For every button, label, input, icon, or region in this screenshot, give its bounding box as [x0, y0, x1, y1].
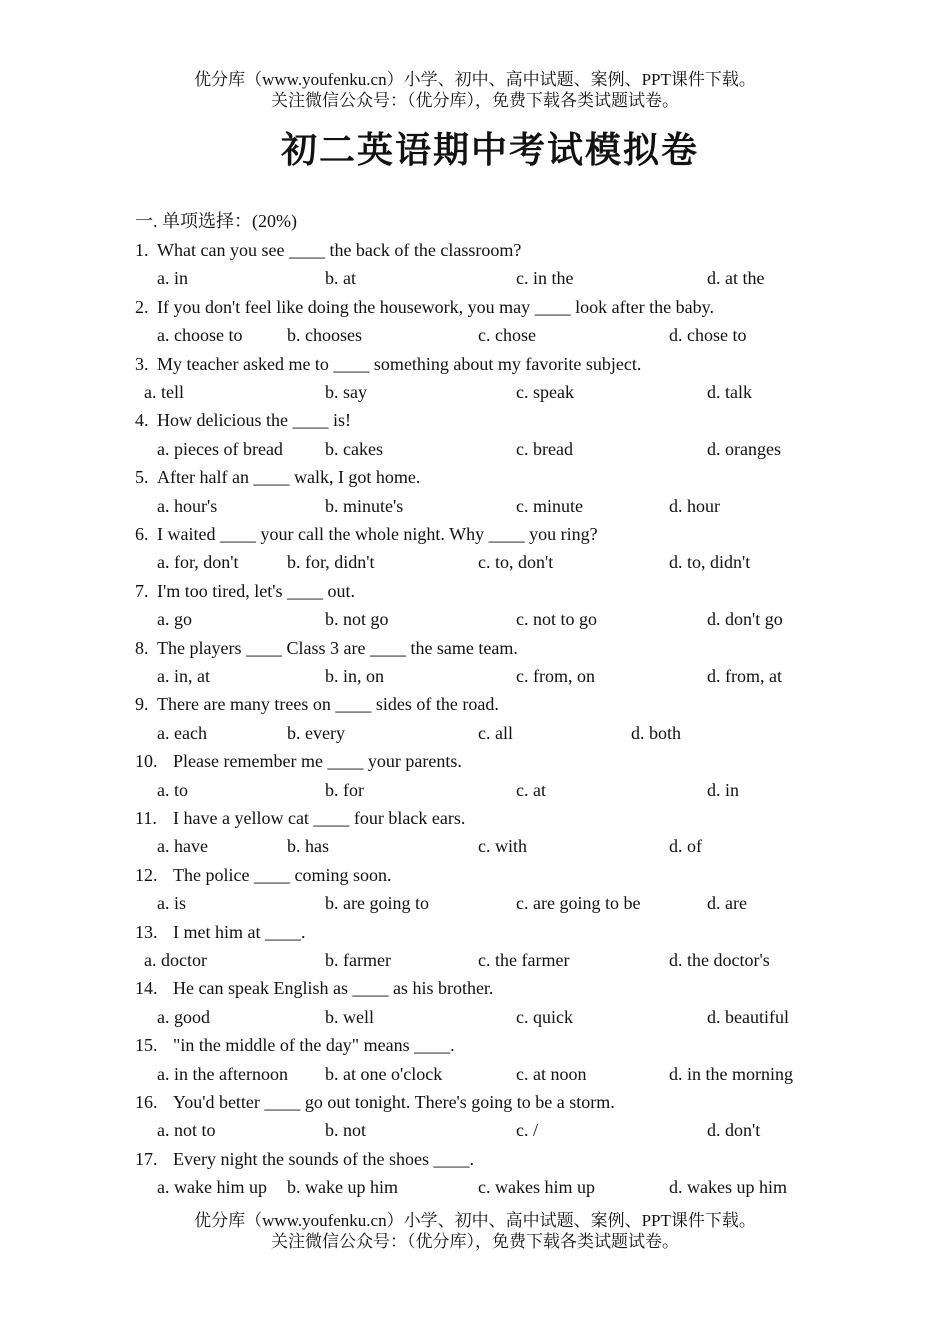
question-number: 12. [135, 864, 158, 885]
option-d: d. don't [707, 1120, 761, 1141]
option-d: d. of [669, 836, 702, 857]
option-b: b. for, didn't [287, 552, 375, 573]
question-9 [0, 690, 950, 747]
question-stem [135, 406, 351, 434]
page-title: 初二英语期中考试模拟卷 [280, 129, 699, 171]
question-stem [135, 463, 420, 491]
question-text: I have a yellow cat ____ four black ears. [173, 807, 466, 828]
option-a: a. choose to [157, 325, 243, 346]
option-c: c. wakes him up [478, 1177, 595, 1198]
question-number: 16. [135, 1091, 158, 1112]
option-d: d. don't go [707, 609, 783, 630]
question-text: I met him at ____. [173, 921, 306, 942]
question-text: I waited ____ your call the whole night. Why ____ you ring? [157, 523, 598, 544]
question-number: 2. [135, 296, 149, 317]
question-number: 7. [135, 580, 149, 601]
option-c: c. in the [516, 268, 574, 289]
option-c: c. minute [516, 495, 583, 516]
option-d: d. talk [707, 381, 752, 402]
option-b: b. are going to [325, 893, 429, 914]
option-d: d. to, didn't [669, 552, 751, 573]
option-b: b. minute's [325, 495, 404, 516]
option-a: a. not to [157, 1120, 216, 1141]
question-stem [135, 1031, 455, 1059]
question-text: "in the middle of the day" means ____. [173, 1035, 455, 1056]
option-b: b. at [325, 268, 356, 289]
question-text: You'd better ____ go out tonight. There's going to be a storm. [173, 1091, 615, 1112]
question-text: He can speak English as ____ as his brother. [173, 978, 494, 999]
question-stem [135, 918, 305, 946]
question-stem [135, 236, 521, 264]
option-a: a. each [157, 722, 207, 743]
question-1 [0, 236, 950, 293]
question-number: 4. [135, 410, 149, 431]
question-13 [0, 918, 950, 975]
question-text: How delicious the ____ is! [157, 410, 351, 431]
question-number: 14. [135, 978, 158, 999]
option-a: a. to [157, 779, 188, 800]
option-b: b. chooses [287, 325, 362, 346]
option-b: b. in, on [325, 665, 385, 686]
header-line-1: 优分库（www.youfenku.cn）小学、初中、高中试题、案例、PPT课件下载。 [194, 70, 756, 89]
question-text: Please remember me ____ your parents. [173, 751, 462, 772]
question-17 [0, 1145, 950, 1202]
option-c: c. / [516, 1120, 538, 1141]
question-text: Every night the sounds of the shoes ____. [173, 1148, 474, 1169]
option-b: b. not go [325, 609, 389, 630]
option-d: d. at the [707, 268, 765, 289]
question-stem [135, 690, 499, 718]
question-number: 5. [135, 467, 149, 488]
option-b: b. well [325, 1006, 374, 1027]
option-d: d. oranges [707, 438, 781, 459]
question-stem [135, 1088, 615, 1116]
question-8 [0, 634, 950, 691]
option-a: a. pieces of bread [157, 438, 283, 459]
option-d: d. in the morning [669, 1063, 793, 1084]
question-number: 17. [135, 1148, 158, 1169]
option-a: a. have [157, 836, 208, 857]
option-d: d. both [631, 722, 682, 743]
option-c: c. all [478, 722, 513, 743]
option-a: a. in, at [157, 665, 210, 686]
question-number: 11. [135, 807, 157, 828]
option-a: a. in [157, 268, 188, 289]
question-stem [135, 747, 462, 775]
option-b: b. has [287, 836, 329, 857]
option-c: c. chose [478, 325, 536, 346]
option-d: d. in [707, 779, 740, 800]
option-a: a. tell [144, 381, 184, 402]
question-stem [135, 520, 598, 548]
option-a: a. good [157, 1006, 210, 1027]
question-6 [0, 520, 950, 577]
option-c: c. not to go [516, 609, 597, 630]
option-c: c. the farmer [478, 949, 570, 970]
question-text: If you don't feel like doing the housework, you may ____ look after the baby. [157, 296, 714, 317]
option-d: d. chose to [669, 325, 747, 346]
option-b: b. every [287, 722, 345, 743]
header-line-2: 关注微信公众号：（优分库），免费下载各类试题试卷。 [271, 91, 679, 110]
question-10 [0, 747, 950, 804]
option-d: d. the doctor's [669, 949, 770, 970]
option-c: c. from, on [516, 665, 595, 686]
question-text: I'm too tired, let's ____ out. [157, 580, 355, 601]
option-b: b. farmer [325, 949, 391, 970]
question-number: 6. [135, 523, 149, 544]
option-d: d. from, at [707, 665, 782, 686]
option-d: d. hour [669, 495, 720, 516]
question-number: 10. [135, 751, 158, 772]
question-number: 3. [135, 353, 149, 374]
question-stem [135, 293, 714, 321]
option-a: a. go [157, 609, 192, 630]
question-text: There are many trees on ____ sides of the road. [157, 694, 499, 715]
question-4 [0, 406, 950, 463]
question-3 [0, 350, 950, 407]
question-text: After half an ____ walk, I got home. [157, 467, 421, 488]
question-5 [0, 463, 950, 520]
option-c: c. are going to be [516, 893, 641, 914]
option-a: a. hour's [157, 495, 218, 516]
option-a: a. for, don't [157, 552, 239, 573]
question-list [0, 236, 950, 1202]
question-text: The players ____ Class 3 are ____ the same team. [157, 637, 518, 658]
option-b: b. wake up him [287, 1177, 398, 1198]
option-b: b. say [325, 381, 367, 402]
question-number: 15. [135, 1035, 158, 1056]
option-a: a. is [157, 893, 186, 914]
option-d: d. beautiful [707, 1006, 789, 1027]
question-12 [0, 861, 950, 918]
question-stem [135, 350, 641, 378]
option-a: a. wake him up [157, 1177, 267, 1198]
option-c: c. at noon [516, 1063, 587, 1084]
option-a: a. in the afternoon [157, 1063, 288, 1084]
question-14 [0, 974, 950, 1031]
option-c: c. at [516, 779, 546, 800]
option-b: b. cakes [325, 438, 383, 459]
question-number: 13. [135, 921, 158, 942]
option-b: b. for [325, 779, 364, 800]
question-text: The police ____ coming soon. [173, 864, 392, 885]
question-text: What can you see ____ the back of the classroom? [157, 240, 522, 260]
footer-line-2: 关注微信公众号：（优分库），免费下载各类试题试卷。 [271, 1232, 679, 1251]
question-stem [135, 974, 493, 1002]
question-16 [0, 1088, 950, 1145]
section-heading: 一. 单项选择：(20%) [135, 211, 297, 231]
question-15 [0, 1031, 950, 1088]
option-c: c. to, don't [478, 552, 554, 573]
question-number: 8. [135, 637, 149, 658]
question-text: My teacher asked me to ____ something about my favorite subject. [157, 353, 642, 374]
option-c: c. speak [516, 381, 574, 402]
question-number: 1. [135, 240, 149, 260]
option-c: c. with [478, 836, 527, 857]
question-stem [135, 577, 355, 605]
question-stem [135, 634, 518, 662]
option-a: a. doctor [144, 949, 207, 970]
question-number: 9. [135, 694, 149, 715]
question-11 [0, 804, 950, 861]
question-2 [0, 293, 950, 350]
question-stem [135, 1145, 474, 1173]
option-d: d. are [707, 893, 747, 914]
option-b: b. not [325, 1120, 367, 1141]
footer-line-1: 优分库（www.youfenku.cn）小学、初中、高中试题、案例、PPT课件下载。 [194, 1211, 756, 1230]
question-stem [135, 804, 465, 832]
option-c: c. quick [516, 1006, 573, 1027]
question-stem [135, 861, 391, 889]
option-d: d. wakes up him [669, 1177, 787, 1198]
option-c: c. bread [516, 438, 573, 459]
question-7 [0, 577, 950, 634]
option-b: b. at one o'clock [325, 1063, 443, 1084]
